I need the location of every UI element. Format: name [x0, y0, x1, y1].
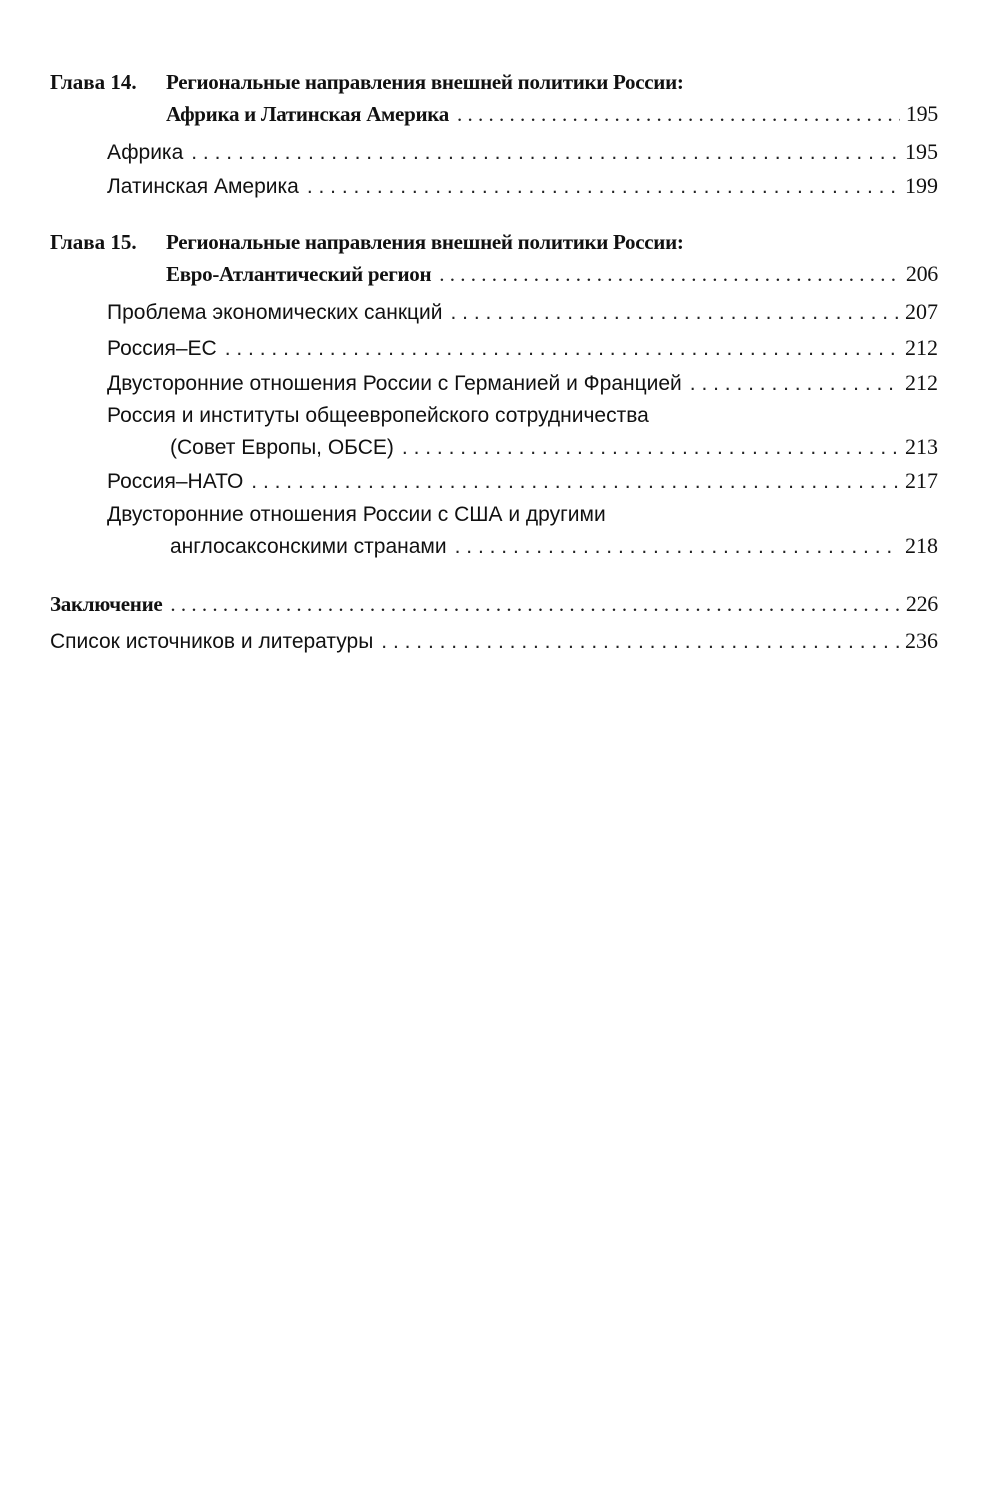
page-number: 195: [905, 101, 938, 126]
section-title-line2: англосаксонскими странами: [170, 535, 447, 558]
page-number: 218: [905, 533, 938, 558]
page-number: 217: [905, 468, 938, 493]
page-number: 206: [905, 261, 938, 286]
chapter-14-title-text-2: Африка и Латинская Америка: [166, 102, 449, 126]
section-title: Россия–ЕС: [107, 337, 217, 360]
toc-entry-chapter-14[interactable]: [166, 100, 938, 128]
toc-entry-africa[interactable]: [107, 138, 938, 166]
dot-leader: [690, 370, 899, 398]
toc-entry-germany-france[interactable]: [107, 369, 938, 397]
toc-entry-bibliography[interactable]: [50, 627, 938, 655]
chapter-15-title-text-1: Региональные направления внешней политики России:: [166, 230, 684, 254]
toc-entry-usa-anglo-saxon[interactable]: [170, 532, 938, 560]
page-number: 212: [905, 370, 938, 395]
section-title-line1: Двусторонние отношения России с США и другими: [107, 503, 606, 526]
dot-leader: [225, 335, 899, 363]
section-title: Проблема экономических санкций: [107, 301, 443, 324]
bibliography-title: Список источников и литературы: [50, 630, 374, 653]
toc-entry-russia-nato[interactable]: [107, 467, 938, 495]
toc-entry-latin-america[interactable]: [107, 172, 938, 200]
chapter-14-title-line1: [166, 68, 940, 96]
toc-entry-european-institutions[interactable]: [170, 433, 938, 461]
chapter-15-number: Глава 15.: [50, 230, 137, 254]
section-title: Двусторонние отношения России с Германией и Францией: [107, 372, 682, 395]
toc-entry-usa-line1: [107, 501, 940, 529]
page-number: 213: [905, 434, 938, 459]
chapter-15-title-line1: [166, 228, 940, 256]
toc-entry-chapter-15[interactable]: [166, 260, 938, 288]
dot-leader: [307, 173, 899, 201]
page-number: 236: [905, 628, 938, 653]
toc-entry-russia-eu[interactable]: [107, 334, 938, 362]
dot-leader: [439, 260, 900, 288]
page-number: 207: [905, 299, 938, 324]
dot-leader: [170, 590, 899, 618]
section-title: Латинская Америка: [107, 175, 299, 198]
dot-leader: [451, 299, 899, 327]
page-number: 212: [905, 335, 938, 360]
chapter-14-number: Глава 14.: [50, 70, 137, 94]
dot-leader: [381, 628, 899, 656]
dot-leader: [251, 468, 899, 496]
dot-leader: [191, 139, 899, 167]
dot-leader: [455, 533, 899, 561]
dot-leader: [457, 100, 900, 128]
page-number: 195: [905, 139, 938, 164]
toc-entry-sanctions[interactable]: [107, 298, 938, 326]
page-number: 199: [905, 173, 938, 198]
section-title: Африка: [107, 141, 184, 164]
chapter-14-title-text-1: Региональные направления внешней политики России:: [166, 70, 684, 94]
section-title-line1: Россия и институты общеевропейского сотрудничества: [107, 404, 649, 427]
dot-leader: [402, 434, 899, 462]
conclusion-title: Заключение: [50, 592, 163, 616]
chapter-15-title-text-2: Евро-Атлантический регион: [166, 262, 432, 286]
toc-entry-conclusion[interactable]: [50, 590, 938, 618]
page-number: 226: [905, 591, 938, 616]
toc-entry-european-institutions-line1: [107, 402, 940, 430]
section-title-line2: (Совет Европы, ОБСЕ): [170, 436, 394, 459]
section-title: Россия–НАТО: [107, 470, 244, 493]
